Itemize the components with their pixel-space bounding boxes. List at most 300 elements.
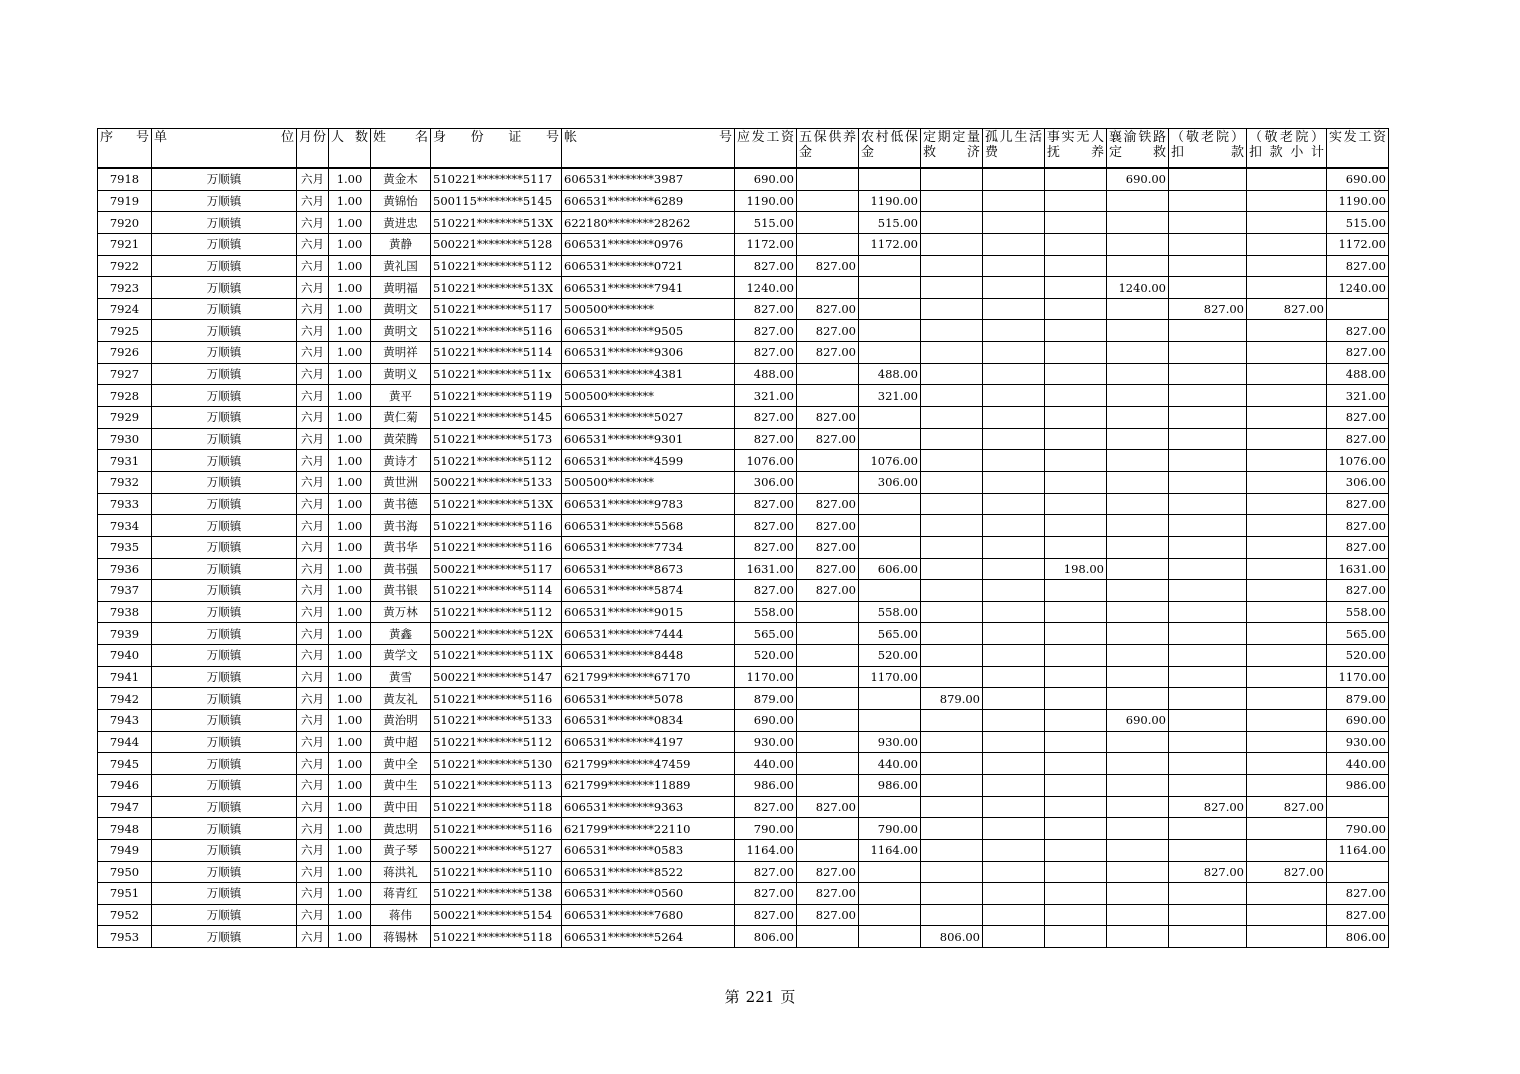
table-row <box>98 320 1389 342</box>
cell-id: 510221********511x <box>431 363 562 385</box>
col-header-shishi: 事实无人抚养 <box>1045 129 1107 169</box>
cell-month: 六月 <box>297 710 329 732</box>
cell-month: 六月 <box>297 796 329 818</box>
cell-month: 六月 <box>297 450 329 472</box>
cell-dibao: 321.00 <box>859 385 921 407</box>
cell-unit: 万顺镇 <box>152 731 297 753</box>
table-row <box>98 407 1389 429</box>
cell-unit: 万顺镇 <box>152 515 297 537</box>
cell-wubao: 827.00 <box>797 558 859 580</box>
cell-people: 1.00 <box>329 861 371 883</box>
cell-wage-paid <box>1327 861 1389 883</box>
cell-jly-deduct <box>1169 277 1247 299</box>
cell-people: 1.00 <box>329 623 371 645</box>
cell-shishi <box>1045 839 1107 861</box>
col-header-wubao: 五保供养金 <box>797 129 859 169</box>
cell-wage-due: 806.00 <box>735 926 797 948</box>
cell-dingliang <box>921 558 983 580</box>
cell-jly-deduct <box>1169 688 1247 710</box>
table-row <box>98 666 1389 688</box>
cell-seq: 7935 <box>98 536 152 558</box>
cell-unit: 万顺镇 <box>152 190 297 212</box>
cell-wage-due: 827.00 <box>735 342 797 364</box>
cell-jly-deduct <box>1169 428 1247 450</box>
cell-jly-deduct <box>1169 493 1247 515</box>
cell-shishi <box>1045 774 1107 796</box>
cell-jly-deduct <box>1169 190 1247 212</box>
cell-people: 1.00 <box>329 515 371 537</box>
cell-seq: 7925 <box>98 320 152 342</box>
cell-wage-due: 827.00 <box>735 861 797 883</box>
cell-dibao: 606.00 <box>859 558 921 580</box>
cell-wage-due: 827.00 <box>735 320 797 342</box>
page-number: 221 <box>745 988 775 1006</box>
cell-name: 蒋伟 <box>371 904 431 926</box>
cell-id: 500221********5127 <box>431 839 562 861</box>
cell-seq: 7923 <box>98 277 152 299</box>
cell-orphan <box>983 428 1045 450</box>
cell-xiangyu <box>1107 190 1169 212</box>
cell-name: 黄锦怡 <box>371 190 431 212</box>
cell-jly-subtotal <box>1247 255 1327 277</box>
cell-month: 六月 <box>297 536 329 558</box>
cell-jly-deduct <box>1169 233 1247 255</box>
cell-people: 1.00 <box>329 710 371 732</box>
cell-wubao <box>797 666 859 688</box>
cell-month: 六月 <box>297 255 329 277</box>
cell-id: 500221********5147 <box>431 666 562 688</box>
cell-wage-due: 1076.00 <box>735 450 797 472</box>
cell-dibao <box>859 255 921 277</box>
cell-name: 黄明祥 <box>371 342 431 364</box>
cell-people: 1.00 <box>329 450 371 472</box>
cell-name: 黄中全 <box>371 753 431 775</box>
cell-month: 六月 <box>297 580 329 602</box>
table-row <box>98 710 1389 732</box>
cell-wubao <box>797 623 859 645</box>
cell-jly-subtotal <box>1247 558 1327 580</box>
cell-dingliang <box>921 883 983 905</box>
cell-jly-subtotal <box>1247 190 1327 212</box>
cell-name: 黄书海 <box>371 515 431 537</box>
cell-unit: 万顺镇 <box>152 688 297 710</box>
table-row <box>98 190 1389 212</box>
cell-shishi <box>1045 904 1107 926</box>
cell-dingliang <box>921 645 983 667</box>
cell-dibao <box>859 320 921 342</box>
cell-wage-due: 1190.00 <box>735 190 797 212</box>
cell-wage-paid: 827.00 <box>1327 904 1389 926</box>
cell-id: 510221********5138 <box>431 883 562 905</box>
cell-jly-deduct <box>1169 926 1247 948</box>
cell-shishi: 198.00 <box>1045 558 1107 580</box>
cell-wubao: 827.00 <box>797 904 859 926</box>
cell-dibao <box>859 861 921 883</box>
cell-people: 1.00 <box>329 580 371 602</box>
cell-wage-paid: 306.00 <box>1327 471 1389 493</box>
cell-name: 黄仁菊 <box>371 407 431 429</box>
cell-orphan <box>983 710 1045 732</box>
cell-wage-paid: 827.00 <box>1327 493 1389 515</box>
cell-name: 黄静 <box>371 233 431 255</box>
cell-jly-subtotal: 827.00 <box>1247 796 1327 818</box>
cell-seq: 7950 <box>98 861 152 883</box>
cell-jly-deduct <box>1169 645 1247 667</box>
cell-jly-deduct <box>1169 601 1247 623</box>
cell-id: 500221********5133 <box>431 471 562 493</box>
cell-shishi <box>1045 277 1107 299</box>
table-row <box>98 342 1389 364</box>
cell-name: 黄中田 <box>371 796 431 818</box>
cell-seq: 7930 <box>98 428 152 450</box>
cell-unit: 万顺镇 <box>152 623 297 645</box>
cell-dingliang <box>921 320 983 342</box>
cell-wage-due: 827.00 <box>735 536 797 558</box>
cell-jly-deduct: 827.00 <box>1169 298 1247 320</box>
cell-shishi <box>1045 515 1107 537</box>
table-row <box>98 861 1389 883</box>
cell-dibao: 440.00 <box>859 753 921 775</box>
cell-name: 黄礼国 <box>371 255 431 277</box>
cell-shishi <box>1045 255 1107 277</box>
cell-people: 1.00 <box>329 277 371 299</box>
cell-orphan <box>983 493 1045 515</box>
cell-shishi <box>1045 601 1107 623</box>
cell-account: 621799********22110 <box>562 818 735 840</box>
cell-account: 606531********4599 <box>562 450 735 472</box>
cell-wage-due: 1240.00 <box>735 277 797 299</box>
cell-month: 六月 <box>297 407 329 429</box>
cell-wubao: 827.00 <box>797 883 859 905</box>
cell-dingliang <box>921 601 983 623</box>
cell-xiangyu <box>1107 471 1169 493</box>
cell-id: 510221********5173 <box>431 428 562 450</box>
cell-people: 1.00 <box>329 601 371 623</box>
cell-name: 黄荣腾 <box>371 428 431 450</box>
cell-jly-subtotal <box>1247 277 1327 299</box>
cell-jly-subtotal <box>1247 623 1327 645</box>
cell-dibao <box>859 493 921 515</box>
col-header-seq: 序 号 <box>98 129 152 169</box>
table-row <box>98 471 1389 493</box>
cell-month: 六月 <box>297 471 329 493</box>
cell-jly-deduct <box>1169 774 1247 796</box>
cell-seq: 7924 <box>98 298 152 320</box>
cell-wage-due: 306.00 <box>735 471 797 493</box>
cell-wage-paid: 515.00 <box>1327 212 1389 234</box>
cell-orphan <box>983 731 1045 753</box>
cell-account: 606531********9306 <box>562 342 735 364</box>
cell-unit: 万顺镇 <box>152 883 297 905</box>
cell-name: 蒋青红 <box>371 883 431 905</box>
cell-unit: 万顺镇 <box>152 212 297 234</box>
cell-month: 六月 <box>297 320 329 342</box>
table-row <box>98 558 1389 580</box>
cell-id: 500221********5128 <box>431 233 562 255</box>
cell-orphan <box>983 407 1045 429</box>
cell-dibao: 306.00 <box>859 471 921 493</box>
cell-name: 黄明文 <box>371 298 431 320</box>
cell-month: 六月 <box>297 861 329 883</box>
cell-jly-deduct <box>1169 883 1247 905</box>
cell-wage-paid: 827.00 <box>1327 515 1389 537</box>
cell-dingliang <box>921 450 983 472</box>
cell-jly-subtotal <box>1247 320 1327 342</box>
table-row <box>98 363 1389 385</box>
cell-seq: 7944 <box>98 731 152 753</box>
cell-name: 黄明义 <box>371 363 431 385</box>
cell-wubao <box>797 450 859 472</box>
cell-dingliang <box>921 753 983 775</box>
col-header-orphan: 孤儿生活费 <box>983 129 1045 169</box>
cell-dingliang <box>921 407 983 429</box>
cell-id: 510221********513X <box>431 493 562 515</box>
cell-wubao: 827.00 <box>797 342 859 364</box>
cell-dingliang <box>921 342 983 364</box>
cell-seq: 7936 <box>98 558 152 580</box>
cell-unit: 万顺镇 <box>152 277 297 299</box>
cell-seq: 7928 <box>98 385 152 407</box>
cell-jly-subtotal <box>1247 342 1327 364</box>
cell-name: 黄雪 <box>371 666 431 688</box>
cell-wage-due: 440.00 <box>735 753 797 775</box>
cell-wubao <box>797 731 859 753</box>
cell-id: 510221********5116 <box>431 818 562 840</box>
cell-jly-subtotal <box>1247 883 1327 905</box>
cell-xiangyu <box>1107 450 1169 472</box>
cell-people: 1.00 <box>329 796 371 818</box>
cell-seq: 7929 <box>98 407 152 429</box>
header-row <box>98 129 1389 169</box>
cell-unit: 万顺镇 <box>152 601 297 623</box>
cell-wubao <box>797 601 859 623</box>
cell-account: 606531********0583 <box>562 839 735 861</box>
cell-seq: 7939 <box>98 623 152 645</box>
cell-dibao <box>859 580 921 602</box>
cell-dibao <box>859 342 921 364</box>
cell-dingliang: 879.00 <box>921 688 983 710</box>
cell-jly-deduct <box>1169 839 1247 861</box>
cell-dingliang <box>921 515 983 537</box>
cell-people: 1.00 <box>329 428 371 450</box>
cell-jly-subtotal <box>1247 168 1327 190</box>
cell-xiangyu <box>1107 926 1169 948</box>
cell-orphan <box>983 277 1045 299</box>
cell-orphan <box>983 515 1045 537</box>
cell-people: 1.00 <box>329 645 371 667</box>
cell-jly-deduct <box>1169 450 1247 472</box>
cell-jly-deduct <box>1169 385 1247 407</box>
cell-account: 606531********7734 <box>562 536 735 558</box>
cell-jly-subtotal <box>1247 710 1327 732</box>
cell-jly-subtotal <box>1247 904 1327 926</box>
cell-orphan <box>983 753 1045 775</box>
cell-xiangyu <box>1107 688 1169 710</box>
cell-xiangyu <box>1107 298 1169 320</box>
table-row <box>98 233 1389 255</box>
cell-jly-subtotal <box>1247 774 1327 796</box>
cell-people: 1.00 <box>329 190 371 212</box>
cell-wage-due: 520.00 <box>735 645 797 667</box>
col-header-unit: 单 位 <box>152 129 297 169</box>
cell-jly-deduct <box>1169 558 1247 580</box>
cell-wage-due: 879.00 <box>735 688 797 710</box>
cell-name: 黄治明 <box>371 710 431 732</box>
cell-dibao <box>859 407 921 429</box>
cell-account: 606531********9301 <box>562 428 735 450</box>
cell-wubao <box>797 212 859 234</box>
cell-orphan <box>983 904 1045 926</box>
cell-wage-paid: 440.00 <box>1327 753 1389 775</box>
table-row <box>98 580 1389 602</box>
cell-dibao: 565.00 <box>859 623 921 645</box>
cell-name: 蒋锡林 <box>371 926 431 948</box>
cell-account: 606531********3987 <box>562 168 735 190</box>
cell-name: 蒋洪礼 <box>371 861 431 883</box>
cell-wubao <box>797 363 859 385</box>
cell-jly-subtotal <box>1247 471 1327 493</box>
cell-dibao: 1164.00 <box>859 839 921 861</box>
cell-orphan <box>983 212 1045 234</box>
col-header-dingliang: 定期定量救济 <box>921 129 983 169</box>
cell-wage-due: 321.00 <box>735 385 797 407</box>
cell-dingliang <box>921 363 983 385</box>
cell-people: 1.00 <box>329 363 371 385</box>
cell-wage-paid: 986.00 <box>1327 774 1389 796</box>
cell-month: 六月 <box>297 904 329 926</box>
cell-dingliang <box>921 255 983 277</box>
cell-account: 606531********0834 <box>562 710 735 732</box>
table-row <box>98 926 1389 948</box>
cell-seq: 7941 <box>98 666 152 688</box>
cell-id: 500221********512X <box>431 623 562 645</box>
cell-people: 1.00 <box>329 731 371 753</box>
cell-wage-due: 515.00 <box>735 212 797 234</box>
cell-xiangyu <box>1107 601 1169 623</box>
cell-xiangyu <box>1107 818 1169 840</box>
cell-month: 六月 <box>297 277 329 299</box>
cell-seq: 7927 <box>98 363 152 385</box>
cell-seq: 7926 <box>98 342 152 364</box>
cell-dingliang: 806.00 <box>921 926 983 948</box>
cell-id: 510221********5112 <box>431 731 562 753</box>
cell-wage-due: 827.00 <box>735 883 797 905</box>
table-row <box>98 753 1389 775</box>
cell-shishi <box>1045 818 1107 840</box>
cell-id: 510221********5133 <box>431 710 562 732</box>
cell-wage-paid: 827.00 <box>1327 883 1389 905</box>
table-row <box>98 623 1389 645</box>
cell-people: 1.00 <box>329 666 371 688</box>
cell-wage-due: 690.00 <box>735 710 797 732</box>
table-row <box>98 515 1389 537</box>
cell-xiangyu <box>1107 428 1169 450</box>
cell-jly-deduct <box>1169 212 1247 234</box>
cell-unit: 万顺镇 <box>152 796 297 818</box>
cell-people: 1.00 <box>329 320 371 342</box>
cell-dingliang <box>921 233 983 255</box>
table-row <box>98 839 1389 861</box>
cell-dingliang <box>921 428 983 450</box>
cell-jly-subtotal <box>1247 839 1327 861</box>
table-row <box>98 818 1389 840</box>
cell-seq: 7943 <box>98 710 152 732</box>
cell-unit: 万顺镇 <box>152 298 297 320</box>
cell-orphan <box>983 536 1045 558</box>
cell-xiangyu <box>1107 580 1169 602</box>
cell-people: 1.00 <box>329 926 371 948</box>
cell-id: 510221********5130 <box>431 753 562 775</box>
cell-wage-paid: 1164.00 <box>1327 839 1389 861</box>
cell-people: 1.00 <box>329 407 371 429</box>
cell-name: 黄书强 <box>371 558 431 580</box>
cell-orphan <box>983 839 1045 861</box>
cell-xiangyu <box>1107 536 1169 558</box>
cell-id: 510221********5112 <box>431 601 562 623</box>
cell-xiangyu <box>1107 774 1169 796</box>
cell-wage-paid: 565.00 <box>1327 623 1389 645</box>
cell-dingliang <box>921 904 983 926</box>
cell-wage-due: 690.00 <box>735 168 797 190</box>
cell-dingliang <box>921 839 983 861</box>
cell-orphan <box>983 926 1045 948</box>
cell-id: 500221********5117 <box>431 558 562 580</box>
cell-dingliang <box>921 580 983 602</box>
cell-orphan <box>983 558 1045 580</box>
cell-dingliang <box>921 861 983 883</box>
cell-shishi <box>1045 688 1107 710</box>
cell-account: 606531********7444 <box>562 623 735 645</box>
cell-jly-deduct <box>1169 731 1247 753</box>
cell-month: 六月 <box>297 428 329 450</box>
cell-dingliang <box>921 190 983 212</box>
cell-wubao <box>797 471 859 493</box>
cell-wage-due: 1164.00 <box>735 839 797 861</box>
cell-month: 六月 <box>297 774 329 796</box>
cell-wage-due: 827.00 <box>735 796 797 818</box>
table-row <box>98 428 1389 450</box>
cell-orphan <box>983 623 1045 645</box>
cell-unit: 万顺镇 <box>152 450 297 472</box>
cell-shishi <box>1045 710 1107 732</box>
cell-dingliang <box>921 536 983 558</box>
cell-orphan <box>983 861 1045 883</box>
cell-shishi <box>1045 623 1107 645</box>
cell-name: 黄进忠 <box>371 212 431 234</box>
cell-wubao: 827.00 <box>797 536 859 558</box>
cell-id: 510221********5119 <box>431 385 562 407</box>
cell-account: 500500******** <box>562 385 735 407</box>
cell-jly-subtotal: 827.00 <box>1247 861 1327 883</box>
cell-dibao <box>859 515 921 537</box>
cell-xiangyu <box>1107 861 1169 883</box>
cell-dingliang <box>921 774 983 796</box>
cell-seq: 7948 <box>98 818 152 840</box>
cell-wage-due: 1172.00 <box>735 233 797 255</box>
cell-wage-paid: 827.00 <box>1327 255 1389 277</box>
cell-orphan <box>983 645 1045 667</box>
cell-orphan <box>983 385 1045 407</box>
cell-seq: 7934 <box>98 515 152 537</box>
cell-xiangyu <box>1107 796 1169 818</box>
cell-people: 1.00 <box>329 385 371 407</box>
cell-orphan <box>983 298 1045 320</box>
cell-people: 1.00 <box>329 233 371 255</box>
cell-wubao <box>797 818 859 840</box>
cell-unit: 万顺镇 <box>152 645 297 667</box>
cell-unit: 万顺镇 <box>152 233 297 255</box>
cell-xiangyu <box>1107 623 1169 645</box>
